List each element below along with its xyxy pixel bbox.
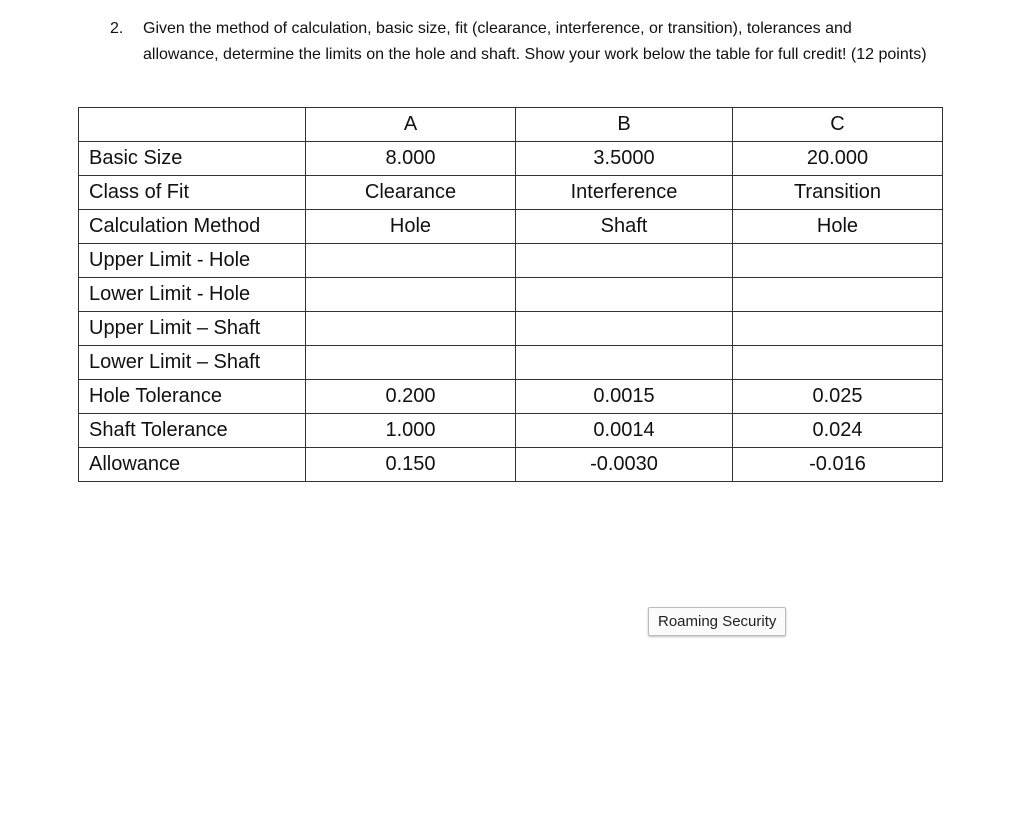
row-label: Lower Limit – Shaft [79,346,306,380]
table-cell: 0.025 [733,380,943,414]
table-header-row [79,108,943,142]
table-cell [733,244,943,278]
table-row [79,210,943,244]
table-cell: 0.0015 [516,380,733,414]
table-cell: 0.0014 [516,414,733,448]
row-label: Allowance [79,448,306,482]
column-header-b: B [516,108,733,142]
row-label: Basic Size [79,142,306,176]
table-row [79,278,943,312]
row-label: Hole Tolerance [79,380,306,414]
table-cell: 1.000 [306,414,516,448]
table-cell: Clearance [306,176,516,210]
table-cell [306,278,516,312]
table-cell [516,312,733,346]
table-row [79,414,943,448]
table-cell: 20.000 [733,142,943,176]
row-label: Upper Limit – Shaft [79,312,306,346]
table-cell: -0.0030 [516,448,733,482]
row-label: Lower Limit - Hole [79,278,306,312]
header-blank-cell [79,108,306,142]
table-cell [733,312,943,346]
table-cell: 0.200 [306,380,516,414]
table-cell [306,244,516,278]
table-cell: -0.016 [733,448,943,482]
table-cell [516,346,733,380]
table-cell: Hole [306,210,516,244]
table-cell [516,244,733,278]
row-label: Upper Limit - Hole [79,244,306,278]
table-cell: Interference [516,176,733,210]
table-cell: 3.5000 [516,142,733,176]
row-label: Class of Fit [79,176,306,210]
question-block [110,16,930,68]
column-header-c: C [733,108,943,142]
question-number: 2. [110,20,124,37]
table-cell: Hole [733,210,943,244]
column-header-a: A [306,108,516,142]
table-cell: 0.024 [733,414,943,448]
table-cell [306,346,516,380]
table-cell [306,312,516,346]
row-label: Calculation Method [79,210,306,244]
table-row [79,176,943,210]
fit-limits-table [78,107,943,482]
table-row [79,244,943,278]
table-row [79,312,943,346]
table-row [79,380,943,414]
table-row [79,142,943,176]
table-cell [516,278,733,312]
table-row [79,346,943,380]
table-cell: 8.000 [306,142,516,176]
roaming-security-badge[interactable]: Roaming Security [648,607,786,636]
table-cell [733,278,943,312]
table-cell [733,346,943,380]
table-cell: 0.150 [306,448,516,482]
table-cell: Shaft [516,210,733,244]
table-cell: Transition [733,176,943,210]
question-text: Given the method of calculation, basic size, fit (clearance, interference, or transition), tolerances and allowance, determine the limits on the hole and shaft. Show your work below the table for full credit! (12 points) [143,20,927,63]
row-label: Shaft Tolerance [79,414,306,448]
table-row [79,448,943,482]
